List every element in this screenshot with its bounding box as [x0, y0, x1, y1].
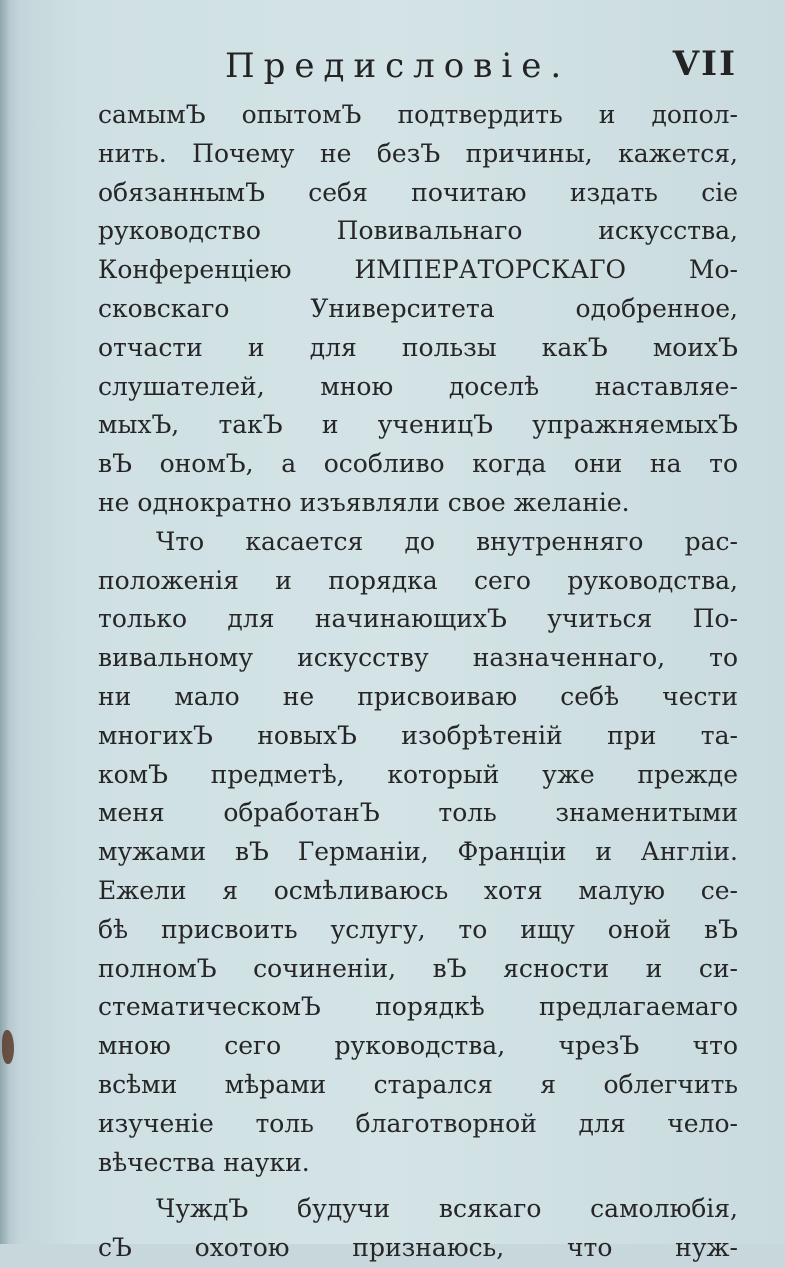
text-line: вЪ ономЪ, а особливо когда они на то	[98, 449, 738, 479]
text-line: стематическомЪ порядкѣ предлагаемаго	[98, 992, 738, 1022]
running-header	[0, 38, 785, 88]
text-line-paragraph-start: ЧуждЪ будучи всякаго самолюбія,	[156, 1194, 738, 1224]
text-line: вивальному искусству назначеннаго, то	[98, 643, 738, 673]
text-line: бѣ присвоить услугу, то ищу оной вЪ	[98, 914, 738, 944]
text-line: меня обработанЪ толь знаменитыми	[98, 798, 738, 828]
text-line: Конференціею ИМПЕРАТОРСКАГО Мо-	[98, 255, 738, 285]
text-line: не однократно изъявляли свое желаніе.	[98, 487, 630, 517]
ink-blot	[2, 1030, 14, 1064]
text-line: руководство Повивальнаго искусства,	[98, 216, 738, 246]
text-line: ни мало не присвоиваю себѣ чести	[98, 681, 738, 711]
text-line: слушателей, мною доселѣ наставляе-	[98, 371, 738, 401]
text-line: положенія и порядка сего руководства,	[98, 565, 738, 595]
text-line: всѣми мѣрами старался я облегчить	[98, 1069, 738, 1099]
text-line: самымЪ опытомЪ подтвердить и допол-	[98, 100, 738, 129]
text-line: мужами вЪ Германіи, Франціи и Англіи.	[98, 837, 738, 867]
text-line: сЪ охотою признаюсь, что нуж-	[98, 1233, 738, 1263]
text-line: отчасти и для пользы какЪ моихЪ	[98, 332, 738, 362]
text-line: полномЪ сочиненіи, вЪ ясности и си-	[98, 953, 738, 983]
body-text	[98, 96, 738, 1268]
text-line: обязаннымЪ себя почитаю издать сіе	[98, 177, 738, 207]
page-number: VII	[672, 44, 737, 84]
text-line: нить. Почему не безЪ причины, кажется,	[98, 138, 738, 168]
text-line: изученіе толь благотворной для чело-	[98, 1108, 738, 1138]
text-line: мыхЪ, такЪ и ученицЪ упражняемыхЪ	[98, 410, 738, 440]
text-line: только для начинающихЪ учиться По-	[98, 604, 738, 634]
text-line-paragraph-start: Что касается до внутренняго рас-	[156, 526, 738, 556]
text-line: мною сего руководства, чрезЪ что	[98, 1031, 738, 1061]
text-line: сковскаго Университета одобренное,	[98, 293, 738, 323]
text-line: Ежели я осмѣливаюсь хотя малую се-	[98, 875, 738, 905]
running-title: Предисловіе.	[225, 46, 571, 86]
text-line: многихЪ новыхЪ изобрѣтеній при та-	[98, 720, 738, 750]
text-line: комЪ предметѣ, который уже прежде	[98, 759, 738, 789]
text-line: вѣчества науки.	[98, 1147, 310, 1177]
